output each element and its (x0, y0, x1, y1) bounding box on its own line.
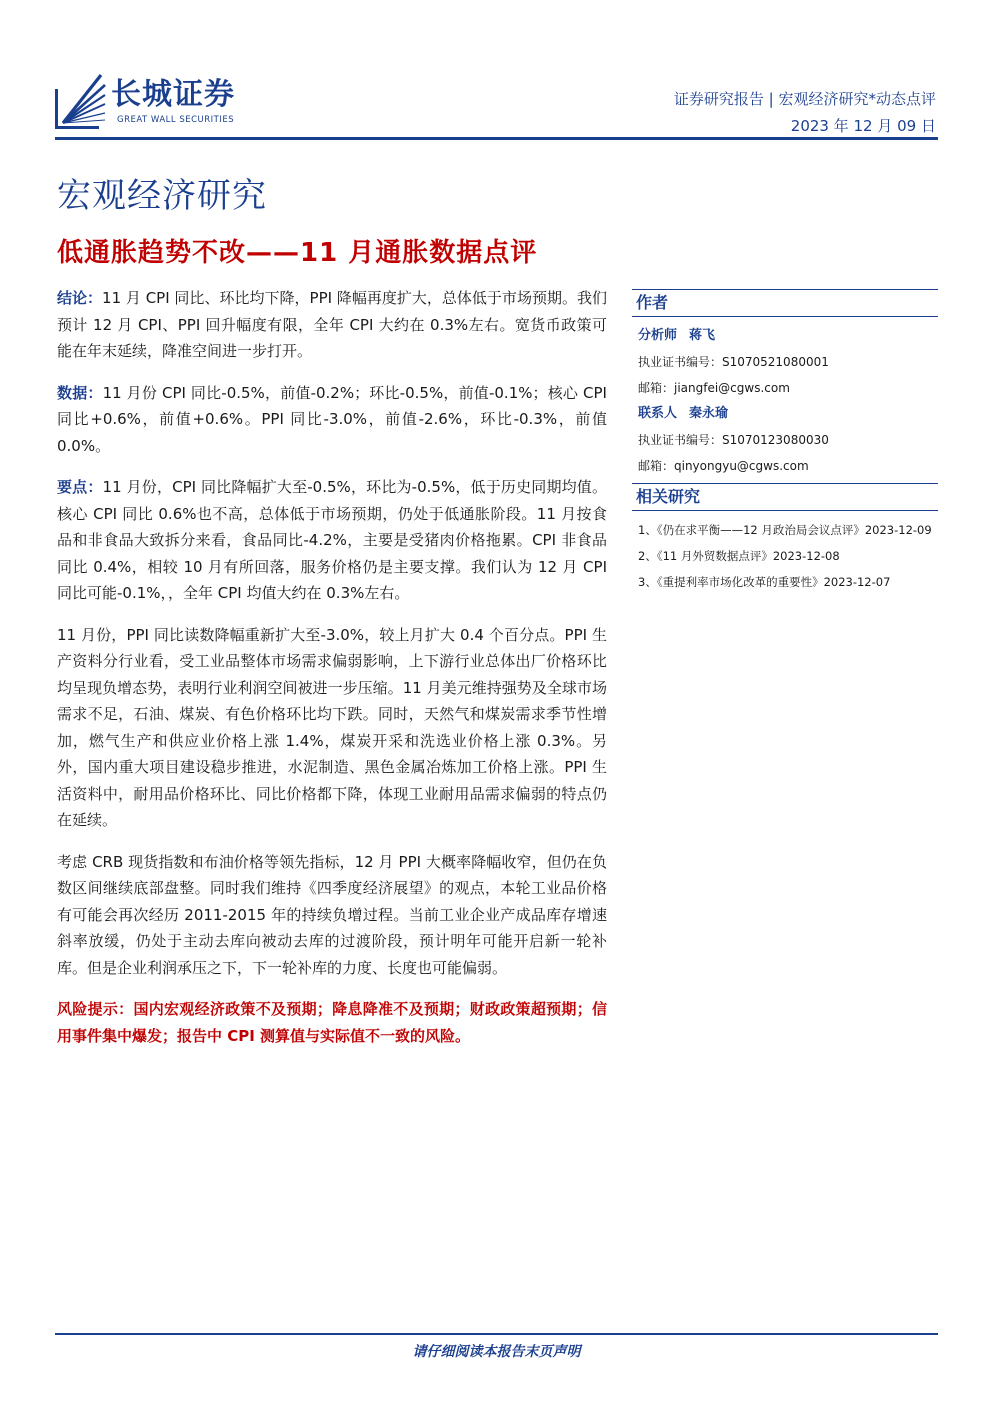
analyst-role: 分析师 (638, 328, 678, 343)
analyst-row (638, 323, 932, 349)
analyst-name: 蒋飞 (689, 328, 716, 343)
data-lead: 数据： (57, 383, 103, 402)
contact-email[interactable]: 邮箱：qinyongyu@cgws.com (638, 459, 809, 473)
section-title: 宏观经济研究 (57, 176, 267, 216)
risk-text: 国内宏观经济政策不及预期；降息降准不及预期；财政政策超预期；信用事件集中爆发；报告中 CPI 测算值与实际值不一致的风险。 (57, 1000, 607, 1045)
great-wall-logo-icon (55, 73, 107, 129)
key-points-lead: 要点： (57, 478, 103, 496)
key-points-paragraph (57, 474, 607, 607)
header-divider (55, 137, 938, 140)
data-paragraph (57, 380, 607, 460)
analyst-cert: 执业证书编号：S1070521080001 (638, 355, 829, 369)
report-title: 低通胀趋势不改——11 月通胀数据点评 (57, 238, 538, 268)
author-block (632, 317, 938, 483)
conclusion-text: 11 月 CPI 同比、环比均下降，PPI 降幅再度扩大，总体低于市场预期。我们预计 12 月 CPI、PPI 回升幅度有限，全年 CPI 大约在 0.3%左右。宽货币政策可能在年末延续，降准空间进一步打开。 (57, 289, 607, 360)
logo-chinese-text: 长城证券 (111, 77, 235, 112)
contact-name: 秦永瑜 (689, 406, 729, 421)
risk-paragraph (57, 996, 607, 1049)
contact-cert: 执业证书编号：S1070123080030 (638, 433, 829, 447)
risk-lead: 风险提示： (57, 1000, 134, 1018)
related-research-list (632, 511, 938, 599)
report-type-label: 证券研究报告 | 宏观经济研究*动态点评 (673, 90, 936, 108)
report-date: 2023 年 12 月 09 日 (790, 117, 936, 135)
related-research-heading: 相关研究 (632, 483, 938, 511)
sidebar (632, 289, 938, 599)
ppi-paragraph: 11 月份，PPI 同比读数降幅重新扩大至-3.0%，较上月扩大 0.4 个百分点。PPI 生产资料分行业看，受工业品整体市场需求偏弱影响，上下游行业总体出厂价格环比均呈现负增态势，表明行业利润空间被进一步压缩。11 月美元维持强势及全球市场需求不足，石油、煤炭、有色价格环比均下跌。同时，天然气和煤炭需求季节性增加，燃气生产和供应业价格上涨 1.4%，煤炭开采和洗选业价格上涨 0.3%。另外，国内重大项目建设稳步推进，水泥制造、黑色金属冶炼加工价格上涨。PPI 生活资料中，耐用品价格环比、同比价格都下降，体现工业耐用品需求偏弱的特点仍在延续。 (57, 625, 607, 829)
author-heading: 作者 (632, 289, 938, 317)
conclusion-lead: 结论： (57, 289, 103, 307)
related-item[interactable]: 2、《11 月外贸数据点评》2023-12-08 (638, 549, 840, 563)
footer-disclaimer: 请仔细阅读本报告末页声明 (412, 1344, 581, 1360)
related-item[interactable]: 3、《重提利率市场化改革的重要性》2023-12-07 (638, 575, 891, 589)
footer-divider (55, 1333, 938, 1335)
key-points-text: 11 月份，CPI 同比降幅扩大至-0.5%，环比为-0.5%，低于历史同期均值。核心 CPI 同比 0.6%也不高，总体低于市场预期，仍处于低通胀阶段。11 月按食品和非食品大致拆分来看，食品同比-4.2%，主要是受猪肉价格拖累。CPI 非食品同比 0.4%，相较 10 月有所回落，服务价格仍是主要支撑。我们认为 12 月 CPI 同比可能-0.1%，，全年 CPI 均值大约在 0.3%左右。 (57, 478, 607, 602)
analyst-email[interactable]: 邮箱：jiangfei@cgws.com (638, 381, 790, 395)
contact-row (638, 401, 932, 427)
logo-english-text: GREAT WALL SECURITIES (117, 115, 235, 125)
data-text: 11 月份 CPI 同比-0.5%，前值-0.2%；环比-0.5%，前值-0.1%；核心 CPI 同比+0.6%，前值+0.6%。PPI 同比-3.0%，前值-2.6%，环比-0.3%，前值 0.0%。 (57, 383, 607, 455)
contact-role: 联系人 (638, 406, 678, 421)
main-text-column (57, 285, 607, 1064)
related-item[interactable]: 1、《仍在求平衡——12 月政治局会议点评》2023-12-09 (638, 523, 932, 537)
outlook-paragraph: 考虑 CRB 现货指数和布油价格等领先指标，12 月 PPI 大概率降幅收窄，但仍在负数区间继续底部盘整。同时我们维持《四季度经济展望》的观点，本轮工业品价格有可能会再次经历 2011-2015 年的持续负增过程。当前工业企业产成品库存增速斜率放缓，仍处于主动去库向被动去库的过渡阶段，预计明年可能开启新一轮补库。但是企业利润承压之下，下一轮补库的力度、长度也可能偏弱。 (57, 852, 607, 977)
conclusion-paragraph (57, 285, 607, 365)
